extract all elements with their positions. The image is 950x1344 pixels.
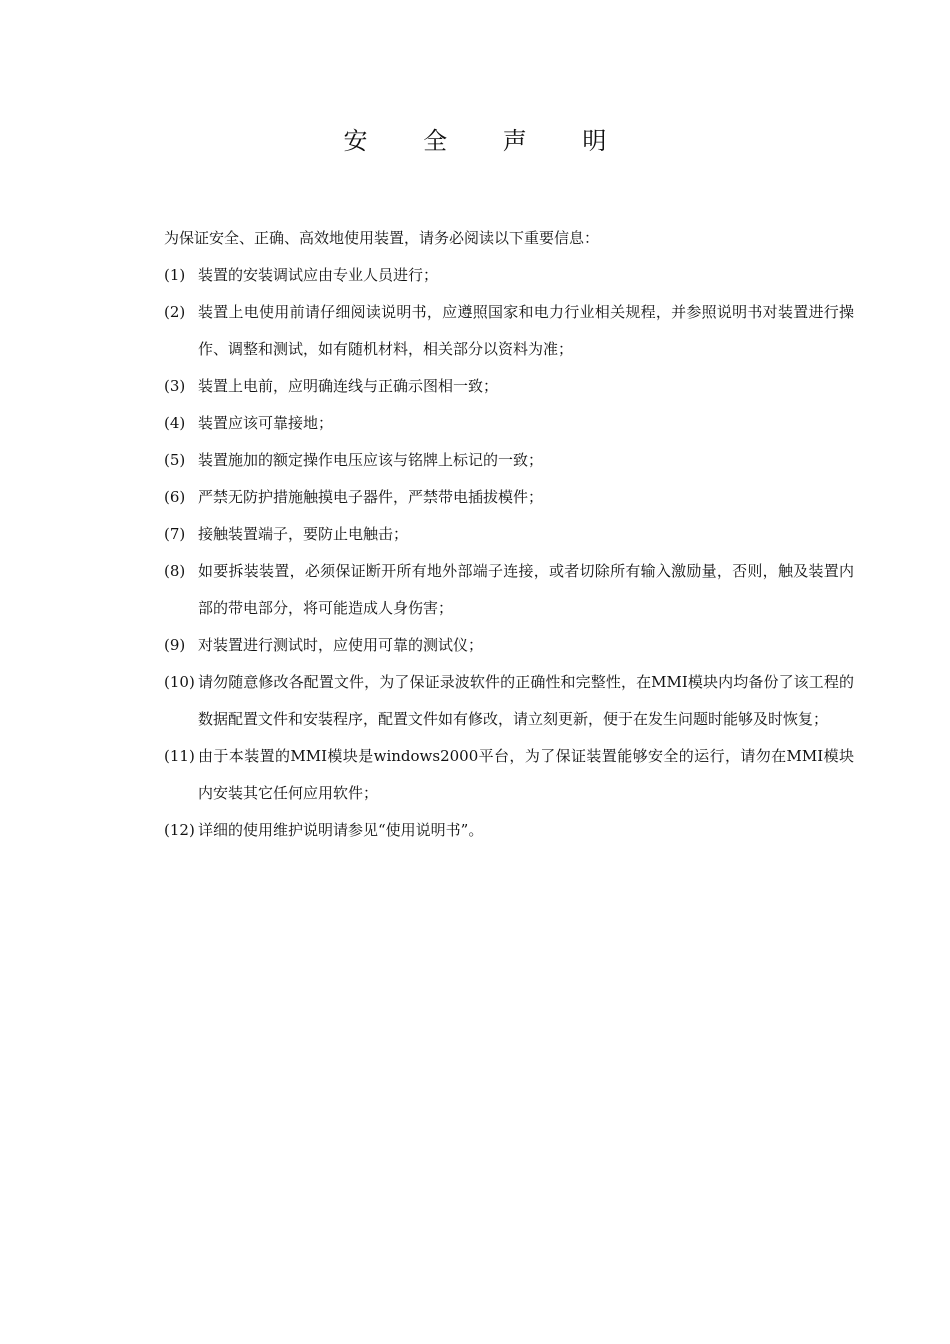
safety-notice-body (164, 220, 854, 849)
item-text: 装置上电使用前请仔细阅读说明书，应遵照国家和电力行业相关规程，并参照说明书对装置进行操作、调整和测试，如有随机材料，相关部分以资料为准； (198, 303, 854, 358)
list-item (164, 627, 854, 664)
list-item (164, 294, 854, 368)
item-text: 装置应该可靠接地； (198, 414, 334, 432)
item-number: (4) (164, 414, 186, 432)
item-text: 详细的使用维护说明请参见“使用说明书”。 (198, 821, 484, 839)
intro-paragraph: 为保证安全、正确、高效地使用装置，请务必阅读以下重要信息： (164, 229, 600, 247)
list-item (164, 479, 854, 516)
item-text: 接触装置端子，要防止电触击； (198, 525, 409, 543)
list-item (164, 516, 854, 553)
page-title: 安 全 声 明 (343, 127, 631, 155)
item-text: 由于本装置的MMI模块是windows2000平台，为了保证装置能够安全的运行，请勿在MMI模块内安装其它任何应用软件； (198, 747, 854, 802)
item-text: 如要拆装装置，必须保证断开所有地外部端子连接，或者切除所有输入激励量，否则，触及装置内部的带电部分，将可能造成人身伤害； (198, 562, 854, 617)
item-text: 对装置进行测试时，应使用可靠的测试仪； (198, 636, 484, 654)
item-text: 装置的安装调试应由专业人员进行； (198, 266, 439, 284)
item-number: (3) (164, 377, 186, 395)
list-item (164, 368, 854, 405)
item-number: (12) (164, 821, 195, 839)
list-item (164, 664, 854, 738)
item-number: (1) (164, 266, 186, 284)
item-number: (8) (164, 562, 186, 580)
item-text: 请勿随意修改各配置文件，为了保证录波软件的正确性和完整性，在MMI模块内均备份了该工程的数据配置文件和安装程序，配置文件如有修改，请立刻更新，便于在发生问题时能够及时恢复； (198, 673, 854, 728)
item-text: 装置施加的额定操作电压应该与铭牌上标记的一致； (198, 451, 544, 469)
list-item (164, 812, 854, 849)
item-number: (7) (164, 525, 186, 543)
list-item (164, 553, 854, 627)
item-number: (6) (164, 488, 186, 506)
item-text: 装置上电前，应明确连线与正确示图相一致； (198, 377, 499, 395)
list-item (164, 405, 854, 442)
item-number: (11) (164, 747, 195, 765)
item-text: 严禁无防护措施触摸电子器件，严禁带电插拔模件； (198, 488, 544, 506)
item-number: (10) (164, 673, 195, 691)
list-item (164, 442, 854, 479)
list-item (164, 738, 854, 812)
item-number: (5) (164, 451, 186, 469)
item-number: (9) (164, 636, 186, 654)
list-item (164, 257, 854, 294)
item-number: (2) (164, 303, 186, 321)
